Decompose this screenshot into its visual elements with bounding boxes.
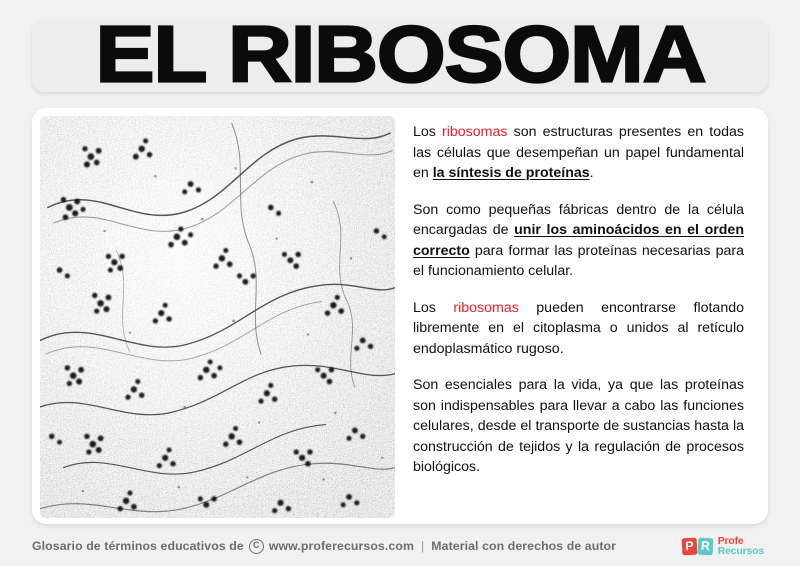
p1-seg-1: Los: [413, 124, 443, 140]
p2-seg-3: para formar las proteínas necesarias para el funcionamiento celular.: [413, 242, 744, 279]
description-text-panel: [395, 108, 768, 524]
paragraph-2: [413, 200, 744, 282]
footer-rights-label: Material con derechos de autor: [431, 539, 617, 553]
paragraph-4: [413, 375, 744, 478]
electron-micrograph-image: [40, 116, 395, 518]
footer-glossary-label: Glosario de términos educativos de: [32, 539, 244, 553]
footer-credit: [32, 539, 616, 554]
logo-tile-r-icon: R: [697, 537, 713, 555]
footer-separator: |: [420, 539, 425, 553]
logo-tiles: [682, 538, 713, 555]
p3-seg-1: Los: [413, 299, 454, 316]
logo-word-profe: Profe: [717, 534, 744, 547]
logo-tile-p-icon: P: [681, 537, 697, 555]
p1-emphasis-sintesis: la síntesis de proteínas: [432, 165, 590, 181]
title-banner: [32, 20, 768, 92]
paragraph-3: [413, 298, 744, 360]
figure-panel: [32, 108, 395, 524]
p1-keyword-ribosomas: ribosomas: [442, 124, 508, 140]
p1-seg-3: son estructuras presentes en todas las células que desempeñan un papel fundamental en: [413, 124, 744, 181]
footer-site-link[interactable]: www.proferecursos.com: [268, 539, 414, 553]
footer: [32, 534, 768, 558]
logo-wordmark: [718, 536, 764, 557]
logo-word-recursos: Recursos: [717, 545, 764, 557]
proferecursos-logo[interactable]: [682, 536, 764, 557]
page-title: EL RIBOSOMA: [95, 20, 705, 92]
paragraph-1: [413, 122, 744, 184]
copyright-icon: C: [249, 539, 264, 554]
p2-emphasis-aminoacidos: unir los aminoácidos en el orden correcto: [413, 222, 744, 259]
content-card: [32, 108, 768, 524]
p3-seg-3: pueden encontrarse flotando libremente en el citoplasma o unidos al retículo endoplasmático rugoso.: [413, 299, 744, 357]
p2-seg-1: Son como pequeñas fábricas dentro de la célula encargadas de: [413, 201, 744, 238]
p4-seg-1: Son esenciales para la vida, ya que las proteínas son indispensables para llevar a cabo las funciones celulares, desde el transporte de sustancias hasta la construcción de tejidos y la regulación de procesos biológicos.: [413, 377, 744, 475]
p3-keyword-ribosomas: ribosomas: [453, 299, 519, 316]
p1-seg-5: .: [589, 165, 594, 181]
